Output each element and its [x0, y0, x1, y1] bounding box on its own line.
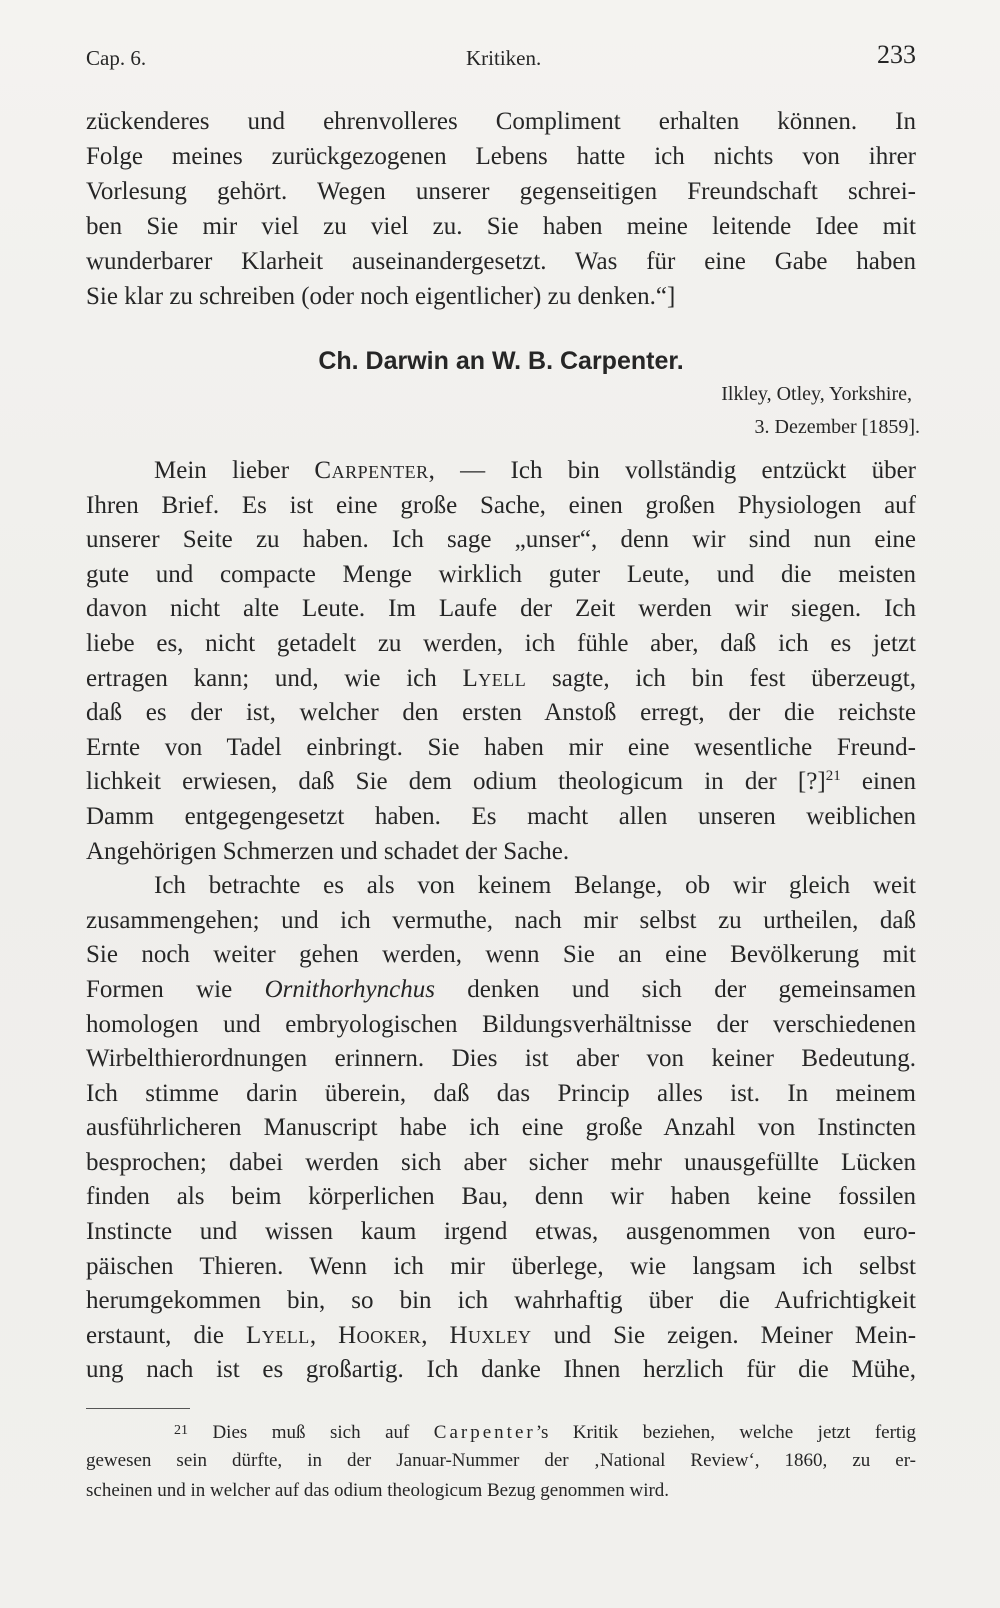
- text-fragment: und Sie zeigen. Meiner Mein-: [531, 1321, 917, 1349]
- text-fragment: , — Ich bin vollständig entzückt über: [428, 457, 917, 484]
- text-line: Vorlesung gehört. Wegen unserer gegenseitigen Freundschaft schrei-: [86, 178, 916, 205]
- letter-heading: Ch. Darwin an W. B. Carpenter.: [318, 347, 684, 375]
- text-line: ausführlicheren Manuscript habe ich eine große Anzahl von Instincten: [86, 1114, 916, 1142]
- footnote-divider: [86, 1408, 190, 1409]
- text-fragment: lichkeit erwiesen, daß Sie dem odium theologicum in der [?]: [86, 768, 826, 796]
- text-fragment: sagte, ich bin fest überzeugt,: [526, 664, 916, 692]
- text-fragment: denken und sich der gemeinsamen: [434, 975, 916, 1003]
- text-fragment: einen: [840, 768, 916, 796]
- text-line: unserer Seite zu haben. Ich sage „unser“, denn wir sind nun eine: [86, 526, 916, 554]
- text-line: Instincte und wissen kaum irgend etwas, ausgenommen von euro-: [86, 1218, 916, 1246]
- text-line: herumgekommen bin, so bin ich wahrhaftig über die Aufrichtigkeit: [86, 1287, 916, 1315]
- text-line: liebe es, nicht getadelt zu werden, ich fühle aber, daß ich es jetzt: [86, 629, 916, 657]
- text-fragment: ertragen kann; und, wie ich: [86, 664, 463, 692]
- text-line: finden als beim körperlichen Bau, denn wir haben keine fossilen: [86, 1183, 916, 1211]
- text-line: ung nach ist es großartig. Ich danke Ihnen herzlich für die Mühe,: [86, 1356, 916, 1384]
- page-number: 233: [877, 40, 916, 69]
- person-name: Carpenter: [433, 1422, 536, 1443]
- text-fragment: ,: [309, 1321, 339, 1349]
- text-line: scheinen und in welcher auf das odium theologicum Bezug genommen wird.: [86, 1480, 670, 1501]
- text-line: Ich stimme darin überein, daß das Princip alles ist. In meinem: [86, 1079, 916, 1107]
- text-line: [86, 1416, 916, 1446]
- species-name: Ornithorhynchus: [264, 975, 435, 1003]
- running-head: [86, 40, 916, 80]
- text-line: Ihren Brief. Es ist eine große Sache, einen großen Physiologen auf: [86, 491, 916, 519]
- text-line: gute und compacte Menge wirklich guter Leute, und die meisten: [86, 560, 916, 588]
- text-line: [86, 454, 916, 489]
- footnote: [86, 1416, 916, 1506]
- letter-place: Ilkley, Otley, Yorkshire,: [721, 383, 912, 405]
- text-line: homologen und embryologischen Bildungsverhältnisse der verschiedenen: [86, 1010, 916, 1038]
- text-line: davon nicht alte Leute. Im Laufe der Zeit werden wir siegen. Ich: [86, 595, 916, 623]
- letter-body: [86, 454, 916, 1388]
- footnote-mark: 21: [174, 1423, 188, 1438]
- person-name: Carpenter: [314, 457, 429, 484]
- text-line: [86, 973, 916, 1008]
- text-line: Angehörigen Schmerzen und schadet der Sache.: [86, 837, 570, 865]
- text-line: Ich betrachte es als von keinem Belange, ob wir gleich weit: [154, 872, 916, 900]
- text-line: Sie noch weiter gehen werden, wenn Sie an eine Bevölkerung mit: [86, 941, 916, 969]
- text-line: päischen Thieren. Wenn ich mir überlege, wie langsam ich selbst: [86, 1252, 916, 1280]
- text-line: zückenderes und ehrenvolleres Compliment erhalten können. In: [86, 108, 916, 135]
- text-fragment: Formen wie: [86, 975, 265, 1003]
- person-name: Hooker: [338, 1321, 422, 1349]
- text-line: daß es der ist, welcher den ersten Anstoß erregt, der die reichste: [86, 699, 916, 727]
- text-line: ben Sie mir viel zu viel zu. Sie haben meine leitende Idee mit: [86, 213, 916, 240]
- text-line: wunderbarer Klarheit auseinandergesetzt. Was für eine Gabe haben: [86, 248, 916, 275]
- text-line: Damm entgegengesetzt haben. Es macht allen unseren weiblichen: [86, 802, 916, 830]
- person-name: Lyell: [462, 664, 527, 692]
- text-line: [86, 1319, 916, 1354]
- person-name: Huxley: [449, 1321, 532, 1349]
- letter-date: 3. Dezember [1859].: [754, 416, 920, 438]
- text-line: Sie klar zu schreiben (oder noch eigentlicher) zu denken.“]: [86, 283, 676, 310]
- text-line: Folge meines zurückgezogenen Lebens hatte ich nichts von ihrer: [86, 143, 916, 170]
- text-fragment: Mein lieber: [154, 457, 315, 484]
- text-line: [86, 765, 916, 800]
- section-title: Kritiken.: [466, 46, 542, 70]
- text-line: Ernte von Tadel einbringt. Sie haben mir eine wesentliche Freund-: [86, 733, 916, 761]
- text-fragment: erstaunt, die: [86, 1321, 247, 1349]
- text-fragment: Dies muß sich auf: [188, 1422, 434, 1443]
- text-line: Wirbelthierordnungen erinnern. Dies ist aber von keiner Bedeutung.: [86, 1045, 916, 1073]
- chapter-label: Cap. 6.: [86, 46, 147, 70]
- person-name: Lyell: [246, 1321, 310, 1349]
- footnote-reference[interactable]: 21: [825, 768, 841, 785]
- opening-paragraph: [86, 104, 916, 314]
- text-line: [86, 662, 916, 697]
- text-line: zusammengehen; und ich vermuthe, nach mir selbst zu urtheilen, daß: [86, 906, 916, 934]
- text-fragment: ,: [421, 1321, 450, 1349]
- text-fragment: ’s Kritik beziehen, welche jetzt fertig: [535, 1422, 916, 1443]
- text-line: besprochen; dabei werden sich aber sicher mehr unausgefüllte Lücken: [86, 1148, 916, 1176]
- text-line: gewesen sein dürfte, in der Januar-Nummer der ‚National Review‘, 1860, zu er-: [86, 1450, 916, 1471]
